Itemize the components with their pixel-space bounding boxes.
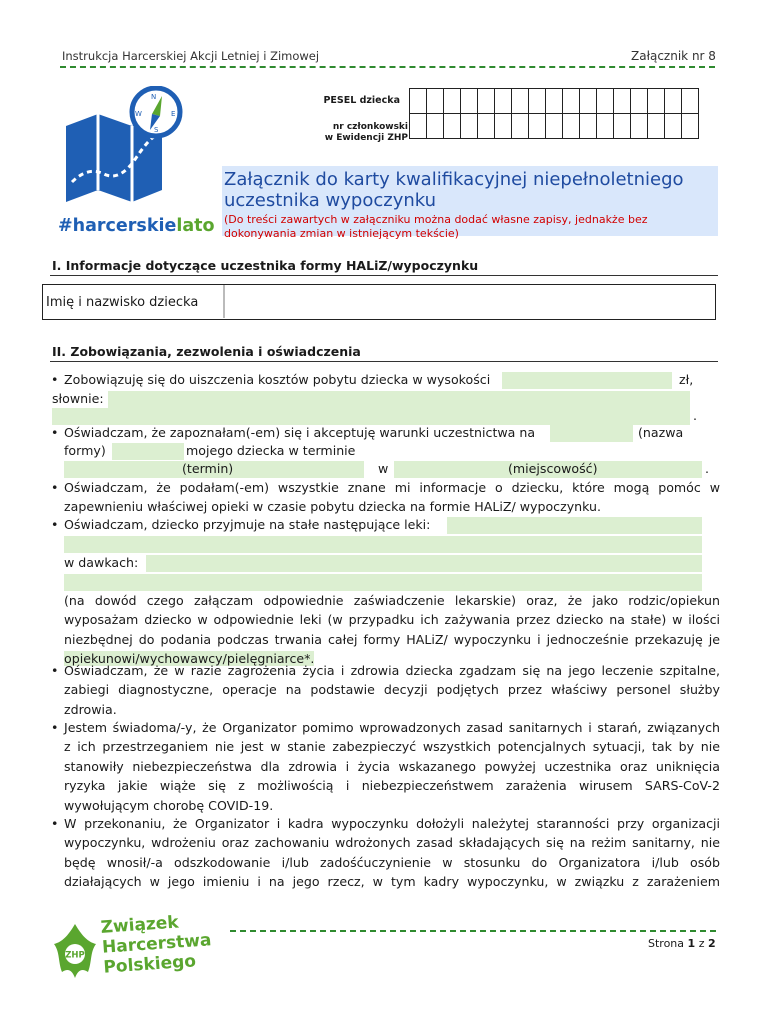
zhp-logo bbox=[50, 914, 230, 986]
doses-label: w dawkach: bbox=[64, 555, 139, 570]
header-divider bbox=[60, 66, 715, 68]
pesel-boxes[interactable] bbox=[409, 88, 699, 139]
document-title-box bbox=[222, 166, 718, 240]
member-number-label: nr członkowski w Ewidencji ZHP bbox=[324, 122, 408, 143]
svg-text:W: W bbox=[135, 110, 142, 118]
pesel-label: PESEL dziecka bbox=[323, 95, 400, 106]
zhp-lily-emblem-icon bbox=[52, 922, 98, 980]
hashtag-label: #harcerskielato bbox=[58, 216, 215, 236]
medications-declaration: (na dowód czego załączam odpowiednie zaświadczenie lekarskie) oraz, że jako rodzic/opiekun wyposażam dziecko w odpowiednie leki (w przypadku ich zażywania przez dziecko na stałe) w ilości niezbędnej do podania podczas trwania całej formy HALiZ/ wypoczynku i jednocześnie przekazuję je opiekunowi/wychowawcy/pielęgniarce*. bbox=[64, 593, 720, 667]
section-1-heading: I. Informacje dotyczące uczestnika formy HALiZ/wypoczynku bbox=[52, 258, 479, 273]
organization-name: Związek Harcerstwa Polskiego bbox=[100, 912, 213, 978]
medications-item: • Oświadczam, dziecko przyjmuje na stałe następujące leki: bbox=[64, 515, 430, 534]
doses-field-2[interactable] bbox=[64, 574, 702, 591]
currency-label: zł, bbox=[679, 372, 694, 387]
child-term-label: mojego dziecka w terminie bbox=[186, 443, 356, 458]
section-1-rule bbox=[50, 275, 718, 276]
location-prefix: w bbox=[378, 461, 389, 476]
child-name-row bbox=[42, 284, 716, 320]
medications-field[interactable] bbox=[447, 517, 702, 534]
title-note: (Do treści zawartych w załączniku można dodać własne zapisy, jednakże bez dokonywania zmian w istniejącym tekście) bbox=[224, 213, 648, 240]
medications-field-2[interactable] bbox=[64, 536, 702, 553]
form-name-field-2[interactable] bbox=[112, 443, 184, 460]
form-name-hint: (nazwa bbox=[638, 425, 684, 440]
harcerskie-lato-logo bbox=[58, 86, 215, 236]
commitment-cost-item: • Zobowiązuję się do uiszczenia kosztów pobytu dziecka w wysokości bbox=[64, 370, 714, 389]
no-claims-item: • W przekonaniu, że Organizator i kadra wypoczynku dołożyli należytej staranności przy organizacji wypoczynku, wdrożeniu oraz zachowaniu wdrożonych zasad składających się na reżim sanitarny, nie będę wnosił/-a odszkodowanie i/lub zadośćuczynienie w stosunku do Organizatora i/lub osób działających w jego imieniu i na jego rzecz, w tym kadry wypoczynku, w związku z zarażeniem bbox=[64, 814, 720, 892]
form-name-field[interactable] bbox=[550, 425, 633, 442]
document-title: Załącznik do karty kwalifikacyjnej niepełnoletniego uczestnika wypoczynku bbox=[224, 169, 684, 211]
svg-text:S: S bbox=[154, 126, 159, 134]
svg-text:ZHP: ZHP bbox=[65, 950, 85, 961]
amount-in-words-field[interactable] bbox=[108, 391, 690, 408]
info-provided-item: • Oświadczam, że podałam(-em) wszystkie znane mi informacje o dziecku, które mogą pomóc w zapewnieniu właściwej opieki w czasie pobytu dziecka na formie HALiZ/ wypoczynku. bbox=[64, 478, 720, 517]
period: . bbox=[705, 461, 710, 476]
covid-risk-item: • Jestem świadoma/-y, że Organizator pomimo wprowadzonych zasad sanitarnych i starań, związanych z ich przestrzeganiem nie jest w stanie zabezpieczyć wszystkich potencjalnych sytuacji, tak by nie stanowiły niebezpieczeństwa dla zdrowia i życia wskazanego powyżej uczestnika oraz uniknięcia ryzyka jakie wiąże się z możliwością i niebezpieczeństwem zarażenia wirusem SARS-CoV-2 wywołującym chorobę COVID-19. bbox=[64, 718, 720, 815]
section-2-heading: II. Zobowiązania, zezwolenia i oświadczenia bbox=[52, 344, 361, 359]
header-title: Instrukcja Harcerskiej Akcji Letniej i Zimowej bbox=[62, 49, 320, 63]
footer-divider bbox=[230, 930, 716, 932]
location-hint: (miejscowość) bbox=[508, 461, 598, 476]
svg-text:N: N bbox=[151, 93, 157, 101]
child-name-label: Imię i nazwisko dziecka bbox=[46, 295, 199, 310]
section-2-rule bbox=[50, 361, 718, 362]
svg-text:E: E bbox=[171, 110, 176, 118]
attachment-number: Załącznik nr 8 bbox=[631, 49, 716, 63]
term-hint: (termin) bbox=[182, 461, 234, 476]
terms-accepted-item: • Oświadczam, że zapoznałam(-em) się i akceptuję warunki uczestnictwa na bbox=[64, 423, 535, 442]
period: . bbox=[693, 408, 698, 423]
map-compass-icon bbox=[58, 86, 204, 208]
page-number: Strona 1 z 2 bbox=[648, 937, 716, 950]
name-divider bbox=[223, 285, 225, 318]
form-name-hint-2: formy) bbox=[64, 443, 106, 458]
doses-field[interactable] bbox=[146, 555, 702, 572]
hospital-consent-item: • Oświadczam, że w razie zagrożenia życia i zdrowia dziecka zgadzam się na jego leczenie szpitalne, zabiegi diagnostyczne, operacje na podstawie decyzji podjętych przez właściwy personel służby zdrowia. bbox=[64, 661, 720, 719]
in-words-label: słownie: bbox=[52, 391, 104, 406]
cost-amount-field[interactable] bbox=[502, 372, 672, 389]
